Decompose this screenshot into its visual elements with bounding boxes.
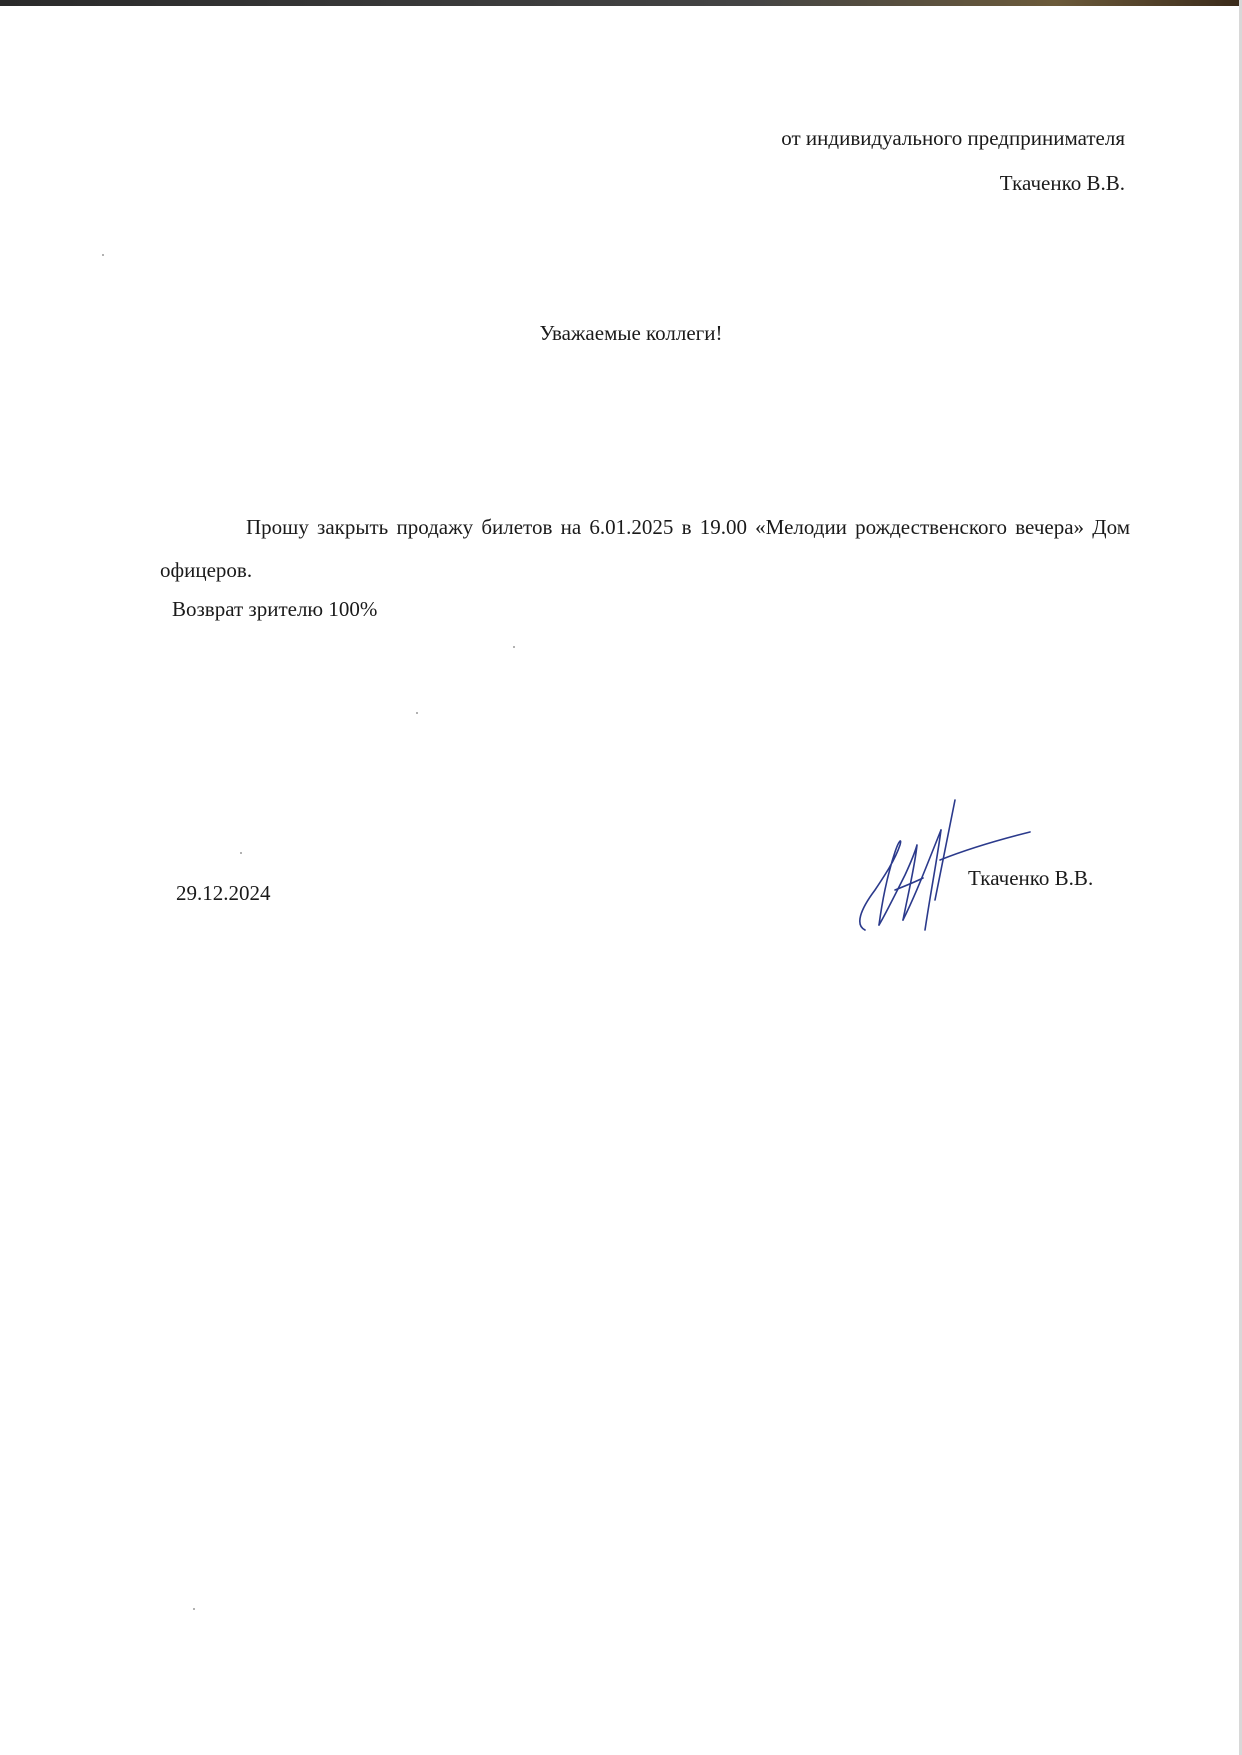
refund-note: Возврат зрителю 100% [172,597,378,621]
sender-line-2: Ткаченко В.В. [999,171,1125,195]
scan-speck [193,1608,195,1610]
scan-speck [416,712,418,714]
scan-edge-top [0,0,1242,6]
scan-speck [513,646,515,648]
scan-speck [102,254,104,256]
signer-name: Ткаченко В.В. [968,866,1094,890]
handwritten-signature [845,790,1045,940]
request-paragraph: Прошу закрыть продажу билетов на 6.01.2025 в 19.00 «Мелодии рождественского вечера» Дом офицеров. [160,515,1130,582]
sender-line-1: от индивидуального предпринимателя [781,126,1125,150]
scan-speck [240,852,242,854]
document-date: 29.12.2024 [176,881,271,905]
greeting: Уважаемые коллеги! [539,321,723,345]
